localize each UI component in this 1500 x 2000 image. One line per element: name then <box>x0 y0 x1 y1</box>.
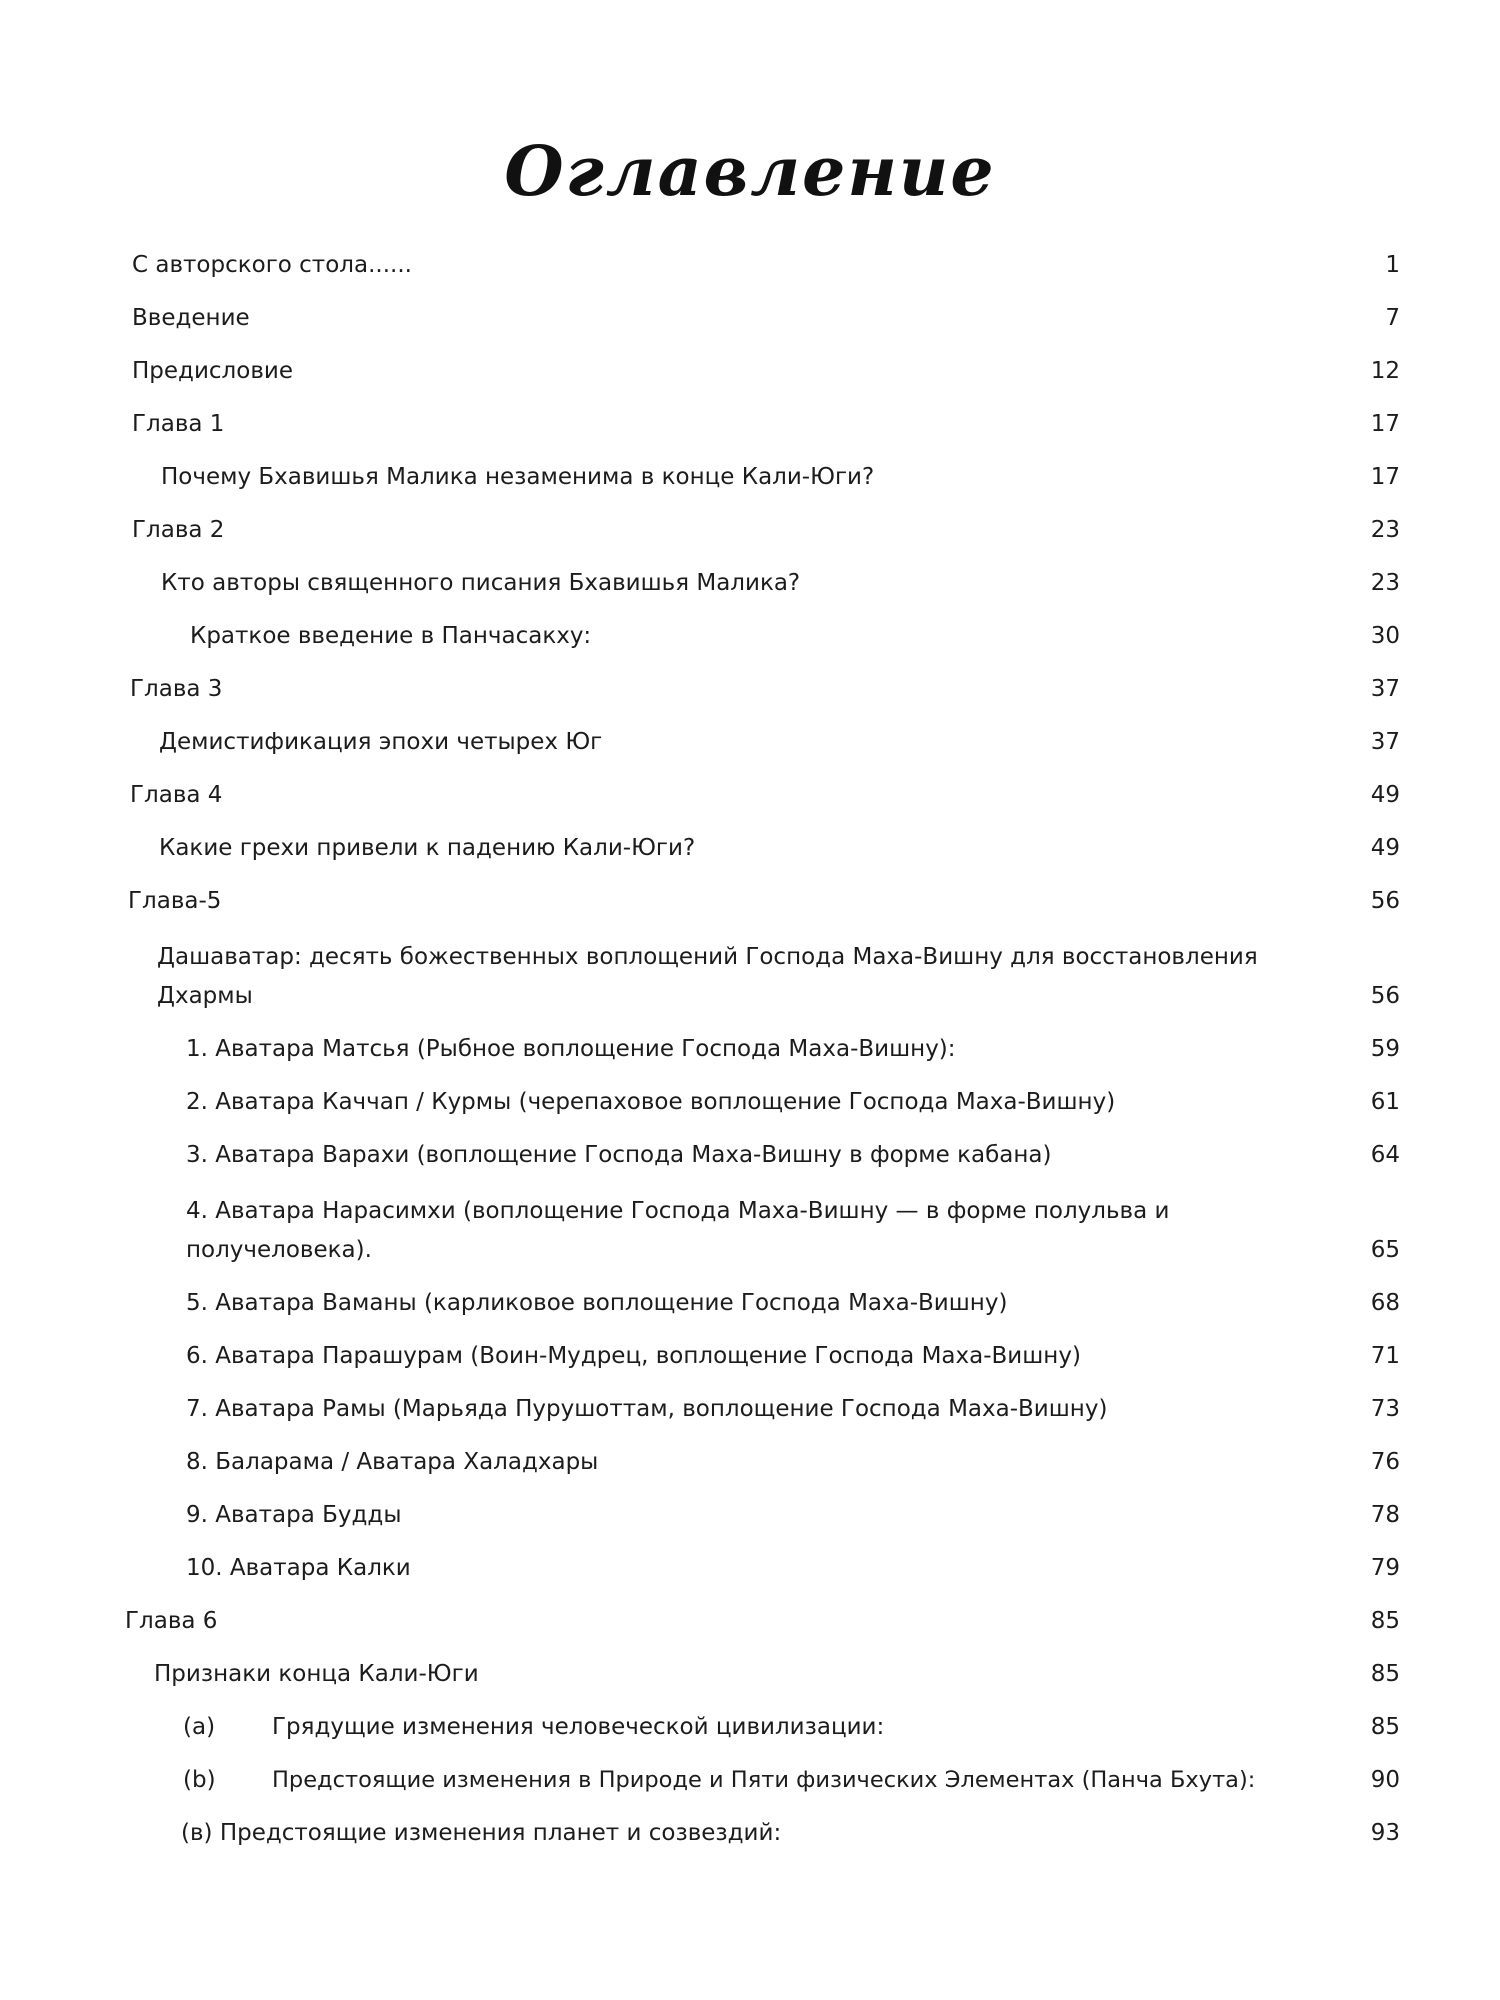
toc-entry[interactable] <box>132 352 293 390</box>
toc-page-number: 71 <box>1370 1343 1400 1369</box>
toc-entry-label: Глава-5 <box>128 888 222 914</box>
toc-subsection[interactable] <box>272 1708 884 1746</box>
toc-section[interactable] <box>159 723 602 761</box>
toc-page-number: 68 <box>1370 1290 1400 1316</box>
toc-subsection[interactable] <box>186 1192 1169 1230</box>
toc-entry-label: 3. Аватара Варахи (воплощение Господа Маха-Вишну в форме кабана) <box>186 1142 1052 1168</box>
toc-page-number: 61 <box>1370 1089 1400 1115</box>
page-title: Оглавление <box>504 132 996 212</box>
toc-page-number: 12 <box>1370 358 1400 384</box>
toc-entry-label-line1: Дашаватар: десять божественных воплощений Господа Маха-Вишну для восстановления <box>157 944 1258 970</box>
toc-entry-label: Почему Бхавишья Малика незаменима в конце Кали-Юги? <box>161 464 875 490</box>
toc-section[interactable] <box>159 829 695 867</box>
toc-page-number: 93 <box>1370 1820 1400 1846</box>
toc-page-number: 23 <box>1370 517 1400 543</box>
toc-page-number: 56 <box>1370 888 1400 914</box>
toc-entry-label: Грядущие изменения человеческой цивилизации: <box>272 1714 885 1740</box>
toc-chapter[interactable] <box>125 1602 217 1640</box>
toc-page-number: 90 <box>1370 1767 1400 1793</box>
toc-entry-label: Признаки конца Кали-Юги <box>154 1661 479 1687</box>
toc-entry-label-line1: 4. Аватара Нарасимхи (воплощение Господа Маха-Вишну — в форме полульва и <box>186 1198 1170 1224</box>
toc-entry-label: 2. Аватара Каччап / Курмы (черепаховое воплощение Господа Маха-Вишну) <box>186 1089 1116 1115</box>
toc-entry-label: Кто авторы священного писания Бхавишья Малика? <box>161 570 801 596</box>
toc-entry-label: 6. Аватара Парашурам (Воин-Мудрец, воплощение Господа Маха-Вишну) <box>186 1343 1081 1369</box>
toc-entry-label: Демистификация эпохи четырех Юг <box>159 729 603 755</box>
toc-page-number: 79 <box>1370 1555 1400 1581</box>
toc-page-number: 1 <box>1385 252 1400 278</box>
toc-page-number: 85 <box>1370 1661 1400 1687</box>
toc-entry-label: 9. Аватара Будды <box>186 1502 402 1528</box>
toc-page-number: 37 <box>1370 676 1400 702</box>
toc-entry-label-line2: Дхармы <box>157 983 253 1009</box>
toc-list-marker: (a) <box>183 1714 216 1740</box>
toc-subsection-continuation[interactable] <box>186 1231 372 1269</box>
toc-list-marker: (b) <box>183 1767 216 1793</box>
toc-page-number: 59 <box>1370 1036 1400 1062</box>
toc-page-number: 85 <box>1370 1714 1400 1740</box>
toc-chapter[interactable] <box>130 670 222 708</box>
toc-section[interactable] <box>157 938 1258 976</box>
toc-entry-label: С авторского стола...... <box>132 252 412 278</box>
toc-entry-label: Краткое введение в Панчасакху: <box>190 623 592 649</box>
toc-chapter[interactable] <box>132 511 224 549</box>
toc-subsection[interactable] <box>272 1761 1255 1799</box>
toc-subsection[interactable] <box>186 1549 411 1587</box>
toc-section-continuation[interactable] <box>157 977 253 1015</box>
toc-entry-label: Глава 6 <box>125 1608 218 1634</box>
toc-entry-label: 10. Аватара Калки <box>186 1555 411 1581</box>
toc-entry-label: 8. Баларама / Аватара Халадхары <box>186 1449 599 1475</box>
toc-page-number: 17 <box>1370 464 1400 490</box>
toc-page-number: 73 <box>1370 1396 1400 1422</box>
toc-page-number: 85 <box>1370 1608 1400 1634</box>
toc-subsection[interactable] <box>186 1337 1081 1375</box>
toc-page-number: 49 <box>1370 835 1400 861</box>
toc-entry-label: Глава 1 <box>132 411 225 437</box>
toc-subsection[interactable] <box>190 617 591 655</box>
toc-page-number: 64 <box>1370 1142 1400 1168</box>
toc-subsection[interactable] <box>186 1390 1107 1428</box>
toc-subsection[interactable] <box>181 1814 781 1852</box>
toc-subsection[interactable] <box>186 1496 402 1534</box>
toc-entry-label-line2: получеловека). <box>186 1237 372 1263</box>
toc-entry-label: Глава 2 <box>132 517 225 543</box>
toc-subsection[interactable] <box>186 1030 956 1068</box>
toc-page-number: 49 <box>1370 782 1400 808</box>
toc-page-number: 65 <box>1370 1237 1400 1263</box>
toc-page-number: 23 <box>1370 570 1400 596</box>
toc-section[interactable] <box>161 564 800 602</box>
toc-page-number: 56 <box>1370 983 1400 1009</box>
toc-page-number: 78 <box>1370 1502 1400 1528</box>
toc-entry-label: 7. Аватара Рамы (Марьяда Пурушоттам, воплощение Господа Маха-Вишну) <box>186 1396 1108 1422</box>
toc-entry[interactable] <box>132 299 250 337</box>
toc-chapter[interactable] <box>132 405 224 443</box>
toc-page-number: 76 <box>1370 1449 1400 1475</box>
toc-chapter[interactable] <box>128 882 221 920</box>
toc-entry-label: Предстоящие изменения в Природе и Пяти физических Элементах (Панча Бхута): <box>272 1767 1256 1793</box>
toc-page-number: 17 <box>1370 411 1400 437</box>
toc-page-number: 37 <box>1370 729 1400 755</box>
toc-entry-label: Глава 3 <box>130 676 223 702</box>
toc-entry[interactable] <box>132 246 412 284</box>
toc-entry-label: Глава 4 <box>130 782 223 808</box>
toc-entry-label: (в) Предстоящие изменения планет и созвездий: <box>181 1820 782 1846</box>
toc-section[interactable] <box>154 1655 479 1693</box>
toc-subsection[interactable] <box>186 1443 598 1481</box>
toc-page-number: 30 <box>1370 623 1400 649</box>
toc-entry-label: 1. Аватара Матсья (Рыбное воплощение Господа Маха-Вишну): <box>186 1036 956 1062</box>
toc-entry-label: Введение <box>132 305 250 331</box>
toc-subsection[interactable] <box>186 1284 1007 1322</box>
toc-chapter[interactable] <box>130 776 222 814</box>
toc-subsection[interactable] <box>186 1083 1115 1121</box>
toc-section[interactable] <box>161 458 874 496</box>
toc-entry-label: 5. Аватара Ваманы (карликовое воплощение Господа Маха-Вишну) <box>186 1290 1008 1316</box>
toc-entry-label: Предисловие <box>132 358 293 384</box>
toc-entry-label: Какие грехи привели к падению Кали-Юги? <box>159 835 696 861</box>
toc-subsection[interactable] <box>186 1136 1051 1174</box>
toc-page-number: 7 <box>1385 305 1400 331</box>
